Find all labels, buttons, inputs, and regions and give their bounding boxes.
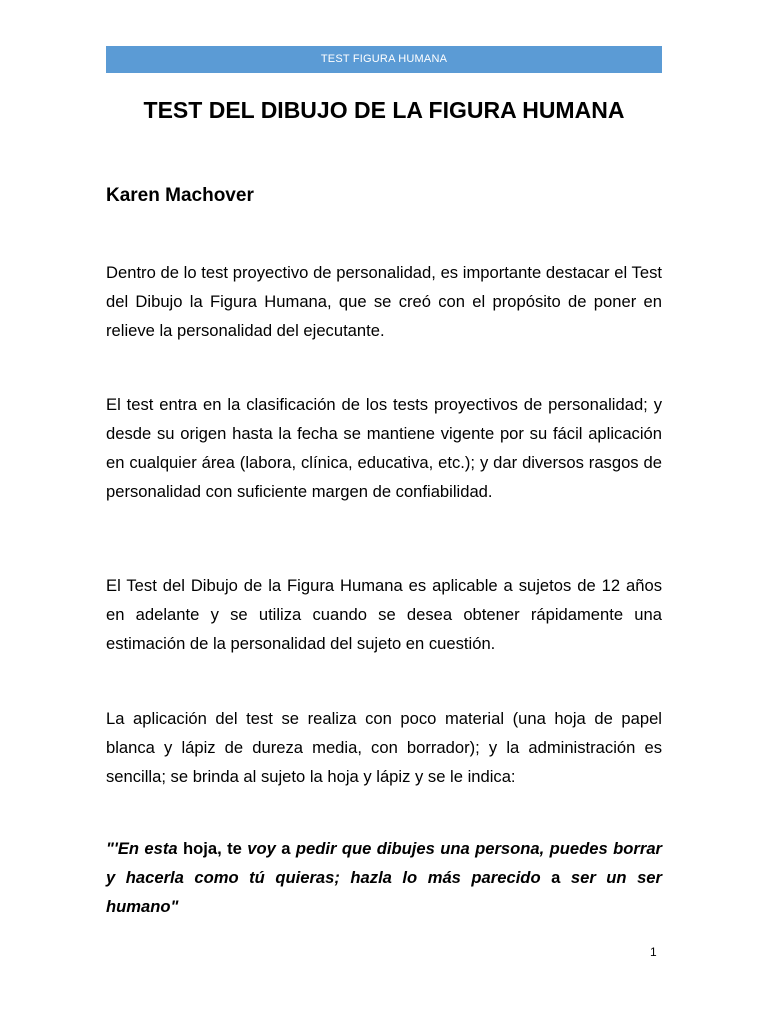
- quote-segment: a: [540, 868, 571, 887]
- paragraph-administration: La aplicación del test se realiza con poco material (una hoja de papel blanca y lápiz de dureza media, con borrador); y la administración es sencilla; se brinda al sujeto la hoja y lápiz y se le indica:: [106, 709, 662, 786]
- page-number: 1: [650, 945, 657, 959]
- author-name: Karen Machover: [106, 185, 254, 206]
- paragraph-intro: Dentro de lo test proyectivo de personalidad, es importante destacar el Test del Dibujo la Figura Humana, que se creó con el propósito de poner en relieve la personalidad del ejecutante.: [106, 263, 662, 340]
- instruction-quote: [106, 834, 662, 921]
- quote-segment: pedir que dibujes una persona, puedes borrar y hacerla como tú quieras; hazla lo más parecido: [106, 839, 663, 887]
- running-header: TEST FIGURA HUMANA: [106, 46, 662, 73]
- quote-segment: voy: [247, 839, 276, 858]
- quote-segment: a: [275, 839, 296, 858]
- quote-segment: ser un ser humano": [106, 868, 662, 916]
- quote-segment: hoja, te: [177, 839, 248, 858]
- document-title: TEST DEL DIBUJO DE LA FIGURA HUMANA: [143, 97, 625, 123]
- paragraph-classification: El test entra en la clasificación de los tests proyectivos de personalidad; y desde su origen hasta la fecha se mantiene vigente por su fácil aplicación en cualquier área (labora, clínica, educativa, etc.); y dar diversos rasgos de personalidad con suficiente margen de confiabilidad.: [106, 395, 662, 501]
- paragraph-applicability: El Test del Dibujo de la Figura Humana es aplicable a sujetos de 12 años en adelante y se utiliza cuando se desea obtener rápidamente una estimación de la personalidad del sujeto en cuestión.: [106, 576, 662, 653]
- quote-segment: "'En esta: [106, 839, 178, 858]
